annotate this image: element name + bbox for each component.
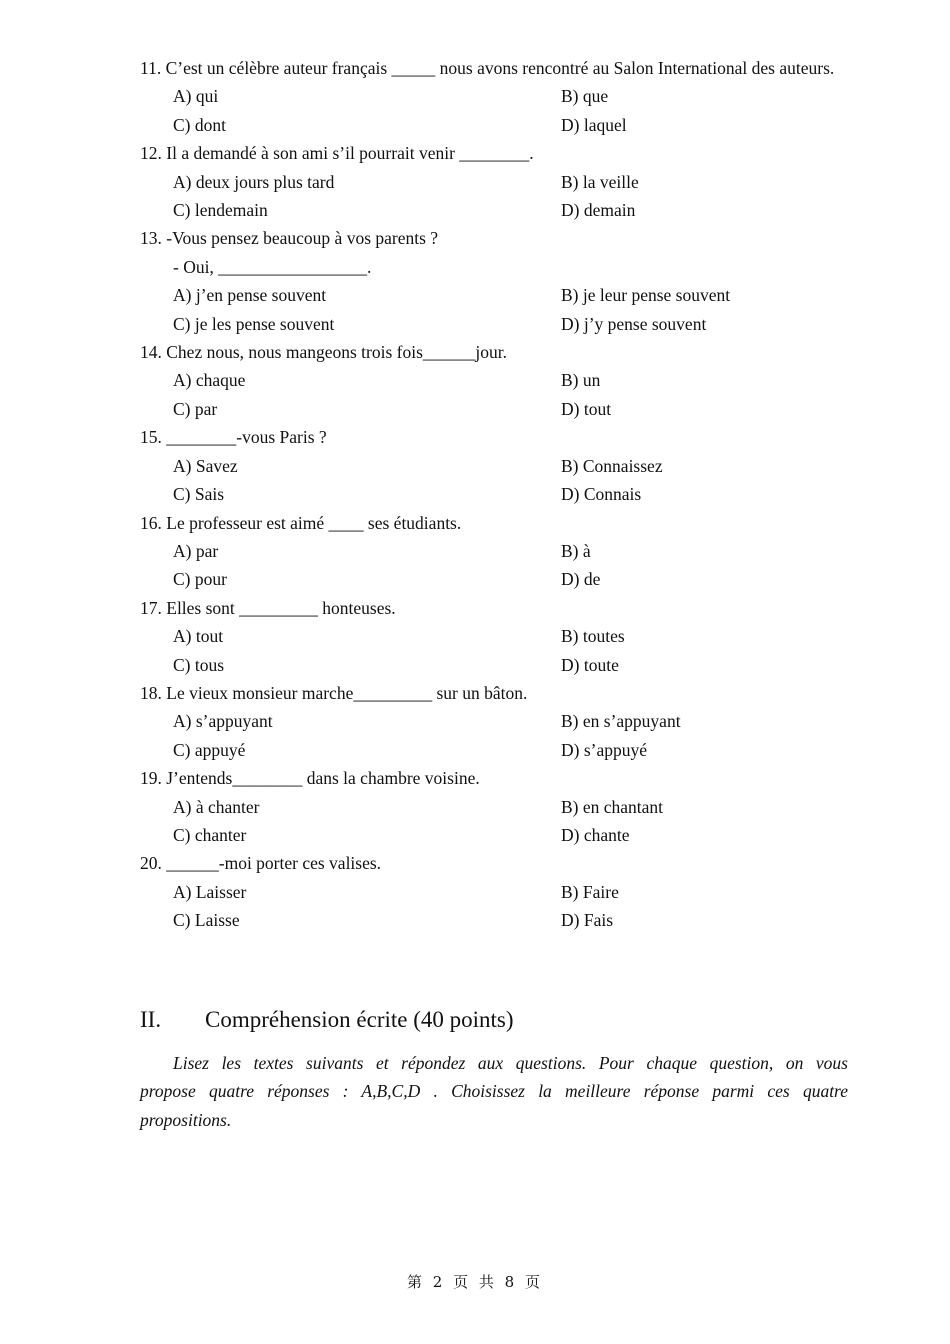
question-11 (140, 54, 848, 139)
option-b: B) que (561, 86, 609, 107)
option-d: D) chante (561, 824, 630, 845)
question-stem: 11. C’est un célèbre auteur français _____ nous avons rencontré au Salon International des auteurs. (140, 58, 835, 78)
option-a: A) chaque (173, 370, 246, 391)
section-number: II. (140, 1007, 162, 1032)
question-19 (140, 764, 848, 849)
option-a: A) par (173, 540, 219, 561)
option-b: B) en s’appuyant (561, 711, 681, 732)
section-heading (140, 1004, 514, 1036)
question-reply: - Oui, _________________. (173, 256, 372, 277)
option-grid (173, 452, 848, 509)
option-b: B) en chantant (561, 796, 664, 817)
option-grid (173, 622, 848, 679)
option-grid (173, 168, 848, 225)
option-a: A) Savez (173, 455, 238, 476)
question-list (140, 54, 848, 935)
option-grid (173, 82, 848, 139)
option-a: A) j’en pense souvent (173, 285, 327, 306)
option-d: D) j’y pense souvent (561, 313, 707, 334)
option-b: B) toutes (561, 626, 625, 647)
option-d: D) toute (561, 654, 619, 675)
option-d: D) tout (561, 398, 612, 419)
question-12 (140, 139, 848, 224)
option-a: A) à chanter (173, 796, 260, 817)
option-c: C) Sais (173, 484, 225, 505)
option-grid (173, 281, 848, 338)
option-c: C) par (173, 398, 218, 419)
option-b: B) Connaissez (561, 455, 663, 476)
question-15 (140, 423, 848, 508)
option-d: D) Fais (561, 910, 614, 931)
option-c: C) chanter (173, 824, 247, 845)
option-c: C) pour (173, 569, 227, 590)
question-18 (140, 679, 848, 764)
question-14 (140, 338, 848, 423)
option-grid (173, 537, 848, 594)
option-b: B) Faire (561, 881, 619, 902)
option-a: A) Laisser (173, 881, 247, 902)
section-title: Compréhension écrite (40 points) (205, 1007, 514, 1032)
page-footer: 第 2 页 共 8 页 (407, 1273, 543, 1291)
option-c: C) dont (173, 114, 226, 135)
option-d: D) s’appuyé (561, 739, 648, 760)
question-stem: 15. ________-vous Paris ? (140, 427, 327, 448)
option-grid (173, 793, 848, 850)
question-17 (140, 594, 848, 679)
option-c: C) Laisse (173, 910, 240, 931)
option-d: D) demain (561, 200, 636, 221)
option-d: D) laquel (561, 114, 627, 135)
option-c: C) je les pense souvent (173, 313, 335, 334)
question-13 (140, 224, 848, 338)
section-instructions: Lisez les textes suivants et répondez aux questions. Pour chaque question, on vous propose quatre réponses : A,B,C,D . Choisissez la meilleure réponse parmi ces quatre propositions. (140, 1053, 848, 1130)
option-a: A) tout (173, 626, 224, 647)
question-stem: 17. Elles sont _________ honteuses. (140, 597, 396, 618)
option-c: C) appuyé (173, 739, 246, 760)
option-a: A) deux jours plus tard (173, 171, 335, 192)
question-16 (140, 509, 848, 594)
question-stem: 16. Le professeur est aimé ____ ses étudiants. (140, 512, 462, 533)
option-grid (173, 366, 848, 423)
option-b: B) un (561, 370, 601, 391)
option-d: D) Connais (561, 484, 642, 505)
option-b: B) la veille (561, 171, 639, 192)
option-a: A) s’appuyant (173, 711, 273, 732)
option-grid (173, 707, 848, 764)
option-grid (173, 878, 848, 935)
question-20 (140, 849, 848, 934)
question-stem: 18. Le vieux monsieur marche_________ sur un bâton. (140, 682, 528, 703)
option-c: C) tous (173, 654, 225, 675)
option-a: A) qui (173, 86, 219, 107)
question-stem: 20. ______-moi porter ces valises. (140, 853, 382, 874)
option-d: D) de (561, 569, 601, 590)
option-b: B) je leur pense souvent (561, 285, 731, 306)
question-stem: 12. Il a demandé à son ami s’il pourrait venir ________. (140, 143, 534, 164)
option-b: B) à (561, 540, 591, 561)
question-stem: 13. -Vous pensez beaucoup à vos parents ? (140, 228, 439, 249)
question-stem: 14. Chez nous, nous mangeons trois fois______jour. (140, 342, 507, 363)
question-stem: 19. J’entends________ dans la chambre voisine. (140, 768, 480, 789)
option-c: C) lendemain (173, 200, 268, 221)
